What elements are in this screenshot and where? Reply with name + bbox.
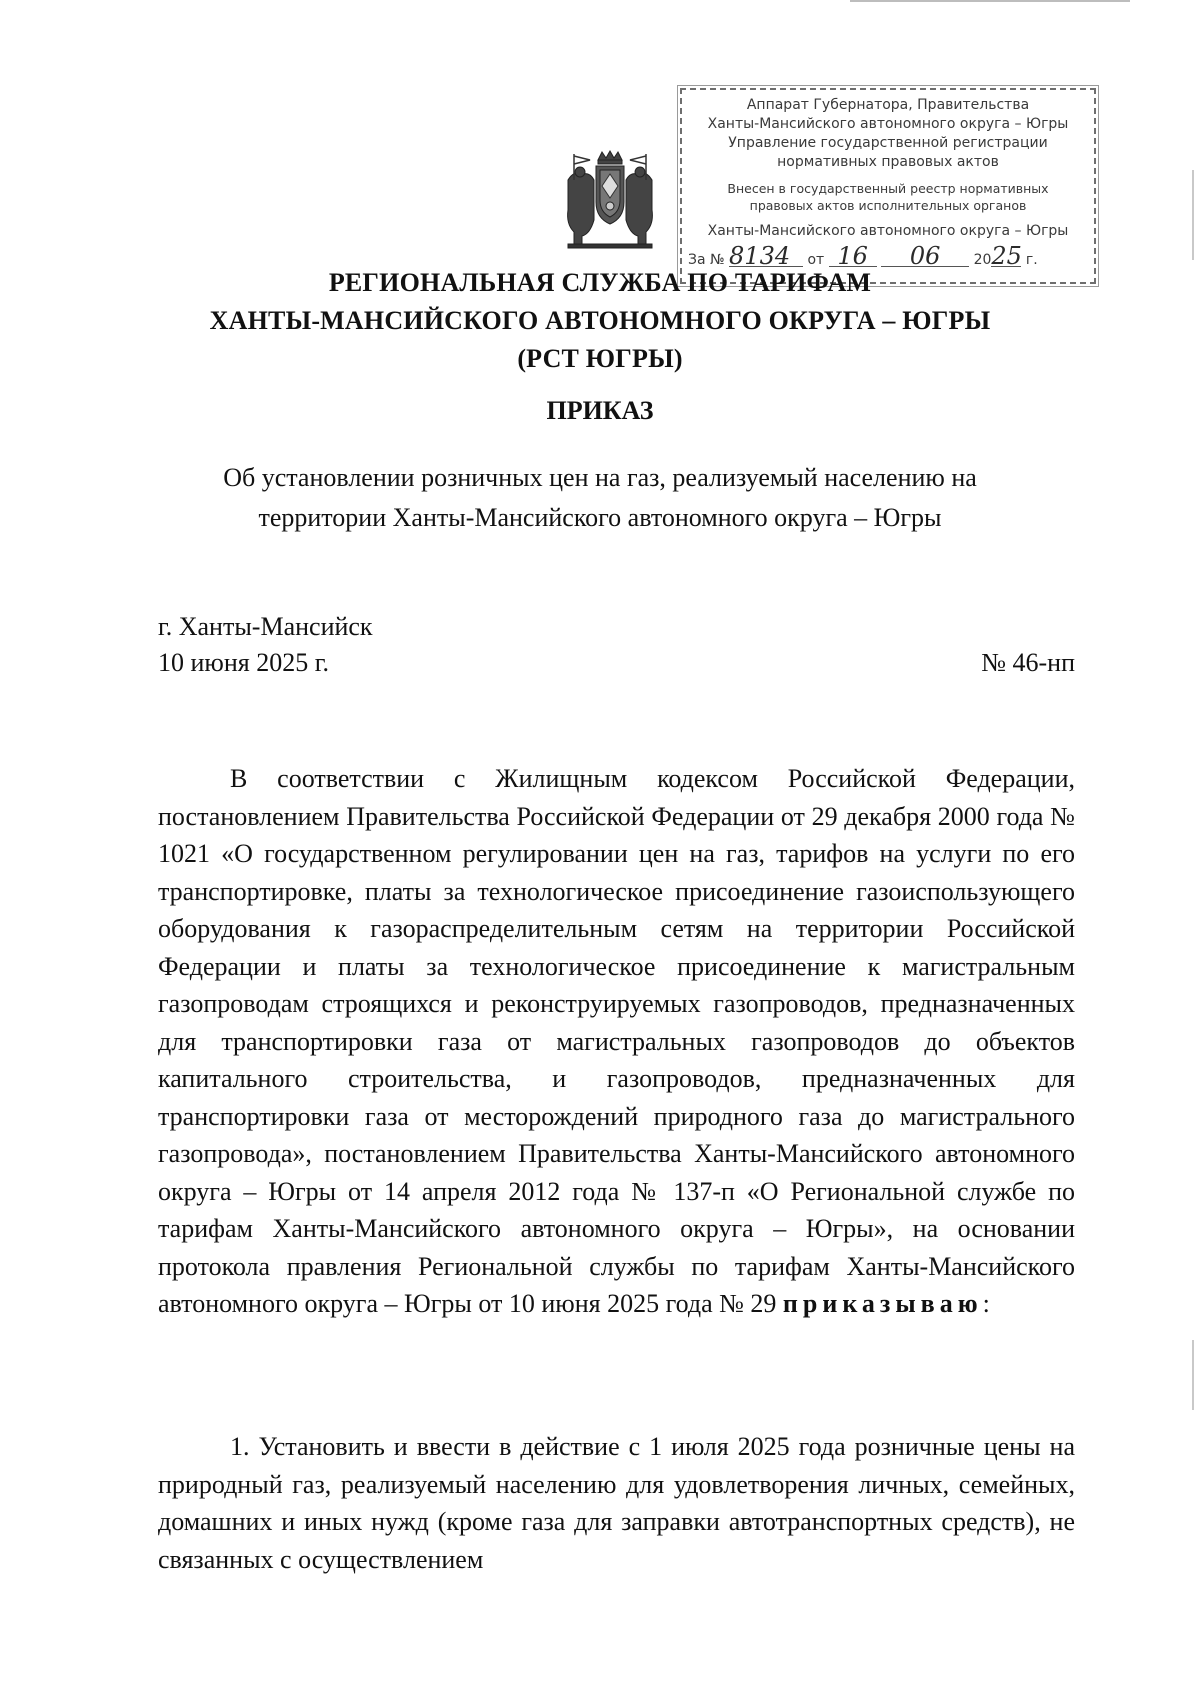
stamp-reg-month: 06 bbox=[881, 247, 969, 267]
document-type: ПРИКАЗ bbox=[546, 396, 654, 425]
order-colon: : bbox=[982, 1289, 990, 1318]
preamble-text: В соответствии с Жилищным кодексом Российской Федерации, постановлением Правительства Российской Федерации от 29 декабря 2000 года № 1021 «О государственном регулировании цен на газ, тарифов на услуги по его транспортировке, платы за технологическое присоединение газоиспользующего оборудования к газораспределительным сетям на территории Российской Федерации и платы за технологическое присоединение к магистральным газопроводам строящихся и реконструируемых газопроводов, предназначенных для транспортировки газа от магистральных газопроводов до объектов капитального строительства, и газопроводов, предназначенных для транспортировки газа от месторождений природного газа до магистрального газопровода», постановлением Правительства Ханты-Мансийского автономного округа – Югры от 14 апреля 2012 года № 137-п «О Региональной службе по тарифам Ханты-Мансийского автономного округа – Югры», на основании протокола правления Региональной службы по тарифам Ханты-Мансийского автономного округа – Югры от 10 июня 2025 года № 29 bbox=[158, 764, 1075, 1318]
document-date: 10 июня 2025 г. bbox=[158, 648, 329, 677]
organization-header bbox=[150, 264, 1050, 378]
order-item-1 bbox=[158, 1428, 1075, 1578]
stamp-reg-year-prefix: 20 bbox=[973, 252, 992, 268]
coat-of-arms-icon bbox=[560, 150, 660, 250]
document-number: № 46-нп bbox=[981, 648, 1075, 677]
stamp-reg-year-unit: г. bbox=[1025, 252, 1038, 268]
registration-stamp bbox=[680, 88, 1096, 284]
subject-line: Об установлении розничных цен на газ, реализуемый населению на bbox=[223, 463, 977, 492]
stamp-reg-year: 25 bbox=[991, 242, 1022, 270]
stamp-line: Внесен в государственный реестр нормативных bbox=[727, 181, 1049, 196]
scan-artifact-right bbox=[1192, 170, 1194, 260]
stamp-line: правовых актов исполнительных органов bbox=[749, 198, 1027, 213]
stamp-reg-day: 16 bbox=[829, 247, 877, 267]
stamp-line: нормативных правовых актов bbox=[777, 154, 999, 170]
stamp-line: Ханты-Мансийского автономного округа – Югры bbox=[707, 223, 1069, 239]
stamp-reg-prefix: За № bbox=[688, 252, 725, 268]
stamp-line: Ханты-Мансийского автономного округа – Югры bbox=[707, 116, 1069, 132]
org-name-line: ХАНТЫ-МАНСИЙСКОГО АВТОНОМНОГО ОКРУГА – ЮГРЫ bbox=[209, 306, 991, 335]
subject-line: территории Ханты-Мансийского автономного округа – Югры bbox=[258, 503, 942, 532]
stamp-line: Управление государственной регистрации bbox=[728, 135, 1048, 151]
scan-artifact-right bbox=[1192, 1340, 1194, 1410]
stamp-line: Аппарат Губернатора, Правительства bbox=[746, 97, 1030, 113]
scan-artifact-top bbox=[850, 0, 1130, 2]
document-subject bbox=[190, 458, 1010, 538]
stamp-reg-from: от bbox=[807, 252, 825, 268]
org-name-line: (РСТ ЮГРЫ) bbox=[517, 344, 683, 373]
org-name-line: РЕГИОНАЛЬНАЯ СЛУЖБА ПО ТАРИФАМ bbox=[328, 268, 872, 297]
order-item-text: 1. Установить и ввести в действие с 1 июля 2025 года розничные цены на природный газ, реализуемый населению для удовлетворения личных, семейных, домашних и иных нужд (кроме газа для заправки автотранспортных средств), не связанных с осуществлением bbox=[158, 1432, 1075, 1574]
document-city: г. Ханты-Мансийск bbox=[158, 612, 373, 641]
preamble-paragraph bbox=[158, 760, 1075, 1323]
order-word: приказываю bbox=[782, 1289, 983, 1318]
stamp-reg-number: 8134 bbox=[729, 247, 803, 267]
